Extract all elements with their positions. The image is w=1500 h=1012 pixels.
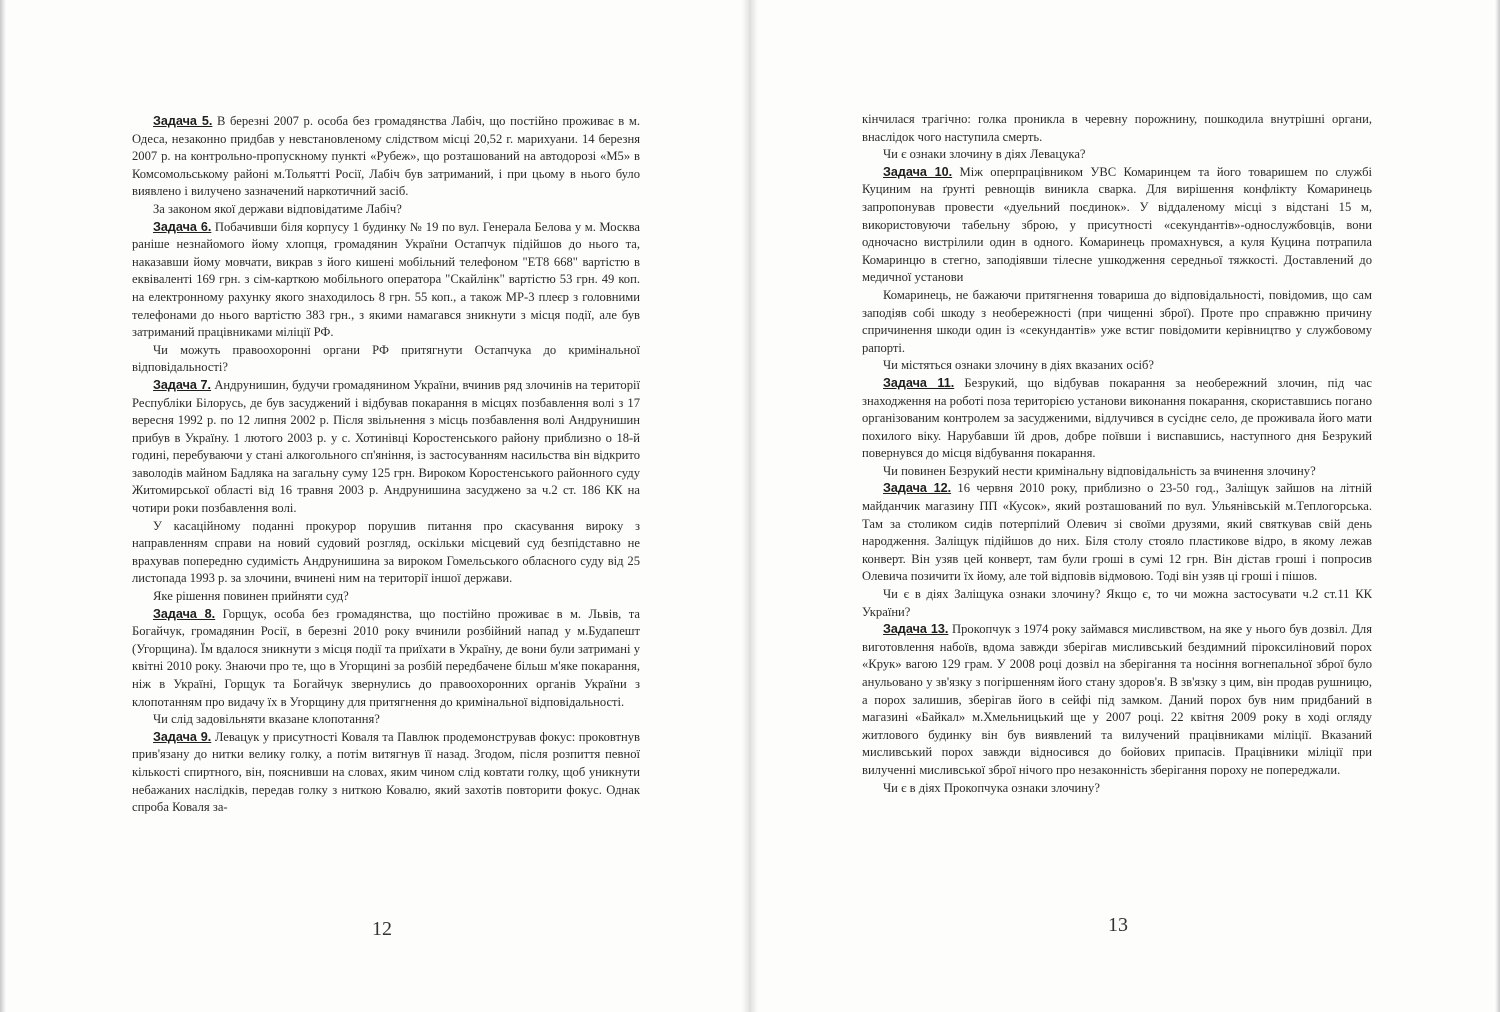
right-page	[862, 111, 1372, 797]
task-paragraph	[132, 606, 640, 712]
paragraph-text: кінчилася трагічно: голка проникла в черевну порожнину, пошкодила внутрішні органи, внаслідок чого наступила смерть.	[862, 112, 1372, 144]
paragraph-text: Чи слід задовільняти вказане клопотання?	[153, 712, 380, 727]
paragraph	[862, 287, 1372, 357]
paragraph-text: Чи містяться ознаки злочину в діях вказаних осіб?	[883, 358, 1155, 373]
paragraph-text: Чи є в діях Заліщука ознаки злочину? Якщо є, то чи можна застосувати ч.2 ст.11 КК України?	[862, 587, 1372, 619]
paragraph	[862, 586, 1372, 621]
task-label: Задача 5.	[153, 114, 213, 128]
paragraph	[132, 518, 640, 588]
task-label: Задача 10.	[883, 164, 953, 179]
task-label: Задача 6.	[153, 219, 212, 234]
paragraph-text: За законом якої держави відповідатиме Лабіч?	[153, 201, 402, 216]
paragraph	[132, 711, 640, 729]
task-paragraph	[132, 377, 640, 518]
paragraph	[862, 780, 1372, 798]
paragraph-text: Безрукий, що відбував покарання за необережний злочин, під час знаходження на роботі поза територією установи виконання покарання, скориставшись погано організованим контролем за засудженими, відлучився в сусіднє село, де проживала його мати похилого віку. Нарубавши їй дров, добре поївши і виспавшись, наступного дня Безрукий повернувся до місця відбування покарання.	[862, 375, 1372, 461]
task-paragraph	[132, 219, 640, 342]
task-paragraph	[862, 164, 1372, 287]
paragraph-text: Андрунишин, будучи громадянином України, вчинив ряд злочинів на території Республіки Білорусь, де був засуджений і відбував покарання в місцях позбавлення волі з 17 вересня 1992 р. по 12 липня 2002 р. Після звільнення з місць позбавлення волі Андрунишин прибув в Україну. 1 лютого 2003 р. у с. Хотинівці Коростенського району приблизно о 18-й годині, перебуваючи у стані алкогольного сп'яніння, із застосуванням насильства він відкрито заволодів майном Бадляка на загальну суму 125 грн. Вироком Коростенського районного суду Житомирської області від 16 травня 2003 р. Андрунишина засуджено за ч.2 ст. 186 КК на чотири роки позбавлення волі.	[132, 377, 640, 516]
paragraph-text: Прокопчук з 1974 року займався мисливством, на яке у нього був дозвіл. Для виготовлення набоїв, вдома завжди зберігав мисливський бездимний піроксиліновий порох «Крук» вагою 129 грам. У 2008 році дозвіл на зберігання та носіння вогнепальної зброї було анульовано у зв'язку з погіршенням його стану здоров'я. В зв'язку з цим, він продав рушницю, а порох залишив, зберігав його в сейфі під замком. Даний порох був ним придбаний в магазині «Байкал» м.Хмельницький ще у 2007 році. 22 квітня 2009 року в ході огляду житлового будинку він був виявлений та вилучений працівниками міліції. Вказаний мисливський порох завжди відносився до бойових припасів. Працівники міліції при вилученні мисливської зброї нічого про незаконність зберігання пороху не попереджали.	[862, 622, 1372, 777]
page-edge-left	[0, 0, 6, 1012]
left-page-text	[132, 113, 640, 817]
paragraph-text: Чи можуть правоохоронні органи РФ притягнути Остапчука до кримінальної відповідальності?	[132, 342, 640, 375]
right-page-text	[862, 111, 1372, 797]
paragraph-text: 16 червня 2010 року, приблизно о 23-50 год., Заліщук зайшов на літній майданчик магазину ПП «Кусок», який розташований по вул. Ульянівській м.Теплогорська. Там за столиком сидів потерпілий Олевич зі своїми друзями, який святкував свій день народження. Заліщук підійшов до них. Біля столу стояло пластикове відро, в якому лежав конверт. Він узяв цей конверт, там були гроші в сумі 12 грн. Він дістав гроші і попросив Олевича позичити їх йому, але той відповів відмовою. Тоді він узяв ці гроші і пішов.	[862, 481, 1372, 584]
paragraph-text: В березні 2007 р. особа без громадянства Лабіч, що постійно проживає в м. Одеса, незаконно придбав у невстановленому слідством місці 20,52 г. марихуани. 14 березня 2007 р. на контрольно-пропускному пункті «Рубеж», що розташований на автодорозі «М5» в Комсомольському районі м.Тольятті Росії, Лабіч був затриманий, і при цьому в нього було виявлено і вилучено зазначений наркотичний засіб.	[132, 114, 640, 199]
paragraph-text: Чи повинен Безрукий нести кримінальну відповідальність за вчинення злочину?	[883, 463, 1316, 478]
paragraph	[862, 146, 1372, 164]
paragraph	[132, 342, 640, 377]
task-label: Задача 13.	[883, 622, 949, 637]
task-label: Задача 9.	[153, 729, 212, 744]
paragraph-text: Яке рішення повинен прийняти суд?	[153, 589, 349, 604]
paragraph	[132, 588, 640, 606]
paragraph	[862, 357, 1372, 375]
page-edge-right	[1495, 0, 1500, 1012]
page-number-left: 12	[372, 918, 392, 940]
task-paragraph	[862, 480, 1372, 586]
page-number-right: 13	[1108, 914, 1128, 936]
paragraph-text: Горщук, особа без громадянства, що постійно проживає в м. Львів, та Богайчук, громадянин Росії, в березні 2010 року вчинили розбійний напад у м.Будапешт (Угорщина). Їм вдалося зникнути з місця події та приїхати в Україну, де вони були затримані у квітні 2010 року. Знаючи про те, що в Угорщині за розбій передбачене більш м'яке покарання, ніж в Україні, Горщук та Богайчук звернулись до правоохоронних органів України з клопотанням про видачу їх в Угорщину для притягнення до кримінальної відповідальності.	[132, 606, 640, 709]
task-label: Задача 11.	[883, 375, 955, 390]
task-paragraph	[862, 621, 1372, 779]
paragraph-text: Чи є в діях Прокопчука ознаки злочину?	[883, 780, 1100, 795]
task-label: Задача 12.	[883, 481, 952, 496]
paragraph	[132, 201, 640, 219]
task-paragraph	[132, 113, 640, 201]
task-paragraph	[862, 375, 1372, 463]
paragraph	[862, 463, 1372, 481]
left-page	[132, 113, 640, 817]
paragraph-text: Комаринець, не бажаючи притягнення товариша до відповідальності, повідомив, що сам заподіяв собі шкоду з необережності (при чищенні зброї). Проте про справжню причину спричинення шкоди один із «секундантів» уже встиг повідомити керівництво у службовому рапорті.	[862, 287, 1372, 355]
paragraph-text: Чи є ознаки злочину в діях Левацука?	[883, 147, 1086, 162]
paragraph-text: Побачивши біля корпусу 1 будинку № 19 по вул. Генерала Белова у м. Москва раніше незнайомого йому хлопця, громадянин України Остапчук підійшов до нього та, наказавши йому мовчати, викрав з його кишені мобільний телефоном "ЕТ8 668" вартістю в еквіваленті 169 грн. з сім-карткою мобільного оператора "Скайлінк" вартістю 53 грн. 49 коп. на електронному рахунку якого знаходилось 8 грн. 55 коп., а також МР-3 плеєр з головними телефонами до нього вартістю 383 грн., з якими намагався зникнути з місця події, але був затриманий працівниками міліції РФ.	[132, 219, 640, 340]
paragraph-text: У касаційному поданні прокурор порушив питання про скасування вироку з направленням справи на новий судовий розгляд, оскільки місцевий суд безпідставно не врахував попередню судимість Андрунишина за вироком Гомельського обласного суду від 25 листопада 1993 р. за злочини, вчинені ним на території іншої держави.	[132, 518, 640, 586]
paragraph-text: Левацук у присутності Коваля та Павлюк продемонстрував фокус: проковтнув прив'язану до нитки велику голку, а потім витягнув її назад. Згодом, після розпиття певної кількості спиртного, він, пояснивши на словах, яким чином слід ковтати голку, щоб уникнути небажаних наслідків, передав голку з ниткою Ковалю, який захотів повторити фокус. Однак спроба Коваля за-	[132, 729, 640, 815]
task-paragraph	[132, 729, 640, 817]
book-fold	[742, 0, 758, 1012]
paragraph-text: Між оперпрацівником УВС Комаринцем та його товаришем по службі Куциним на ґрунті ревнощів виникла сварка. Для вирішення конфлікту Комаринець запропонував провести «дуельний поєдинок». У віддаленому місці з відстані 15 м, використовуючи табельну зброю, у присутності «секундантів»-однослужбовців, вони одночасно вистрілили один в одного. Комаринець промахнувся, а куля Куцина потрапила Комаринцю в стегно, заподіявши тілесне ушкодження середньої тяжкості. Доставлений до медичної установи	[862, 164, 1372, 285]
task-label: Задача 7.	[153, 377, 212, 392]
paragraph	[862, 111, 1372, 146]
task-label: Задача 8.	[153, 606, 216, 621]
